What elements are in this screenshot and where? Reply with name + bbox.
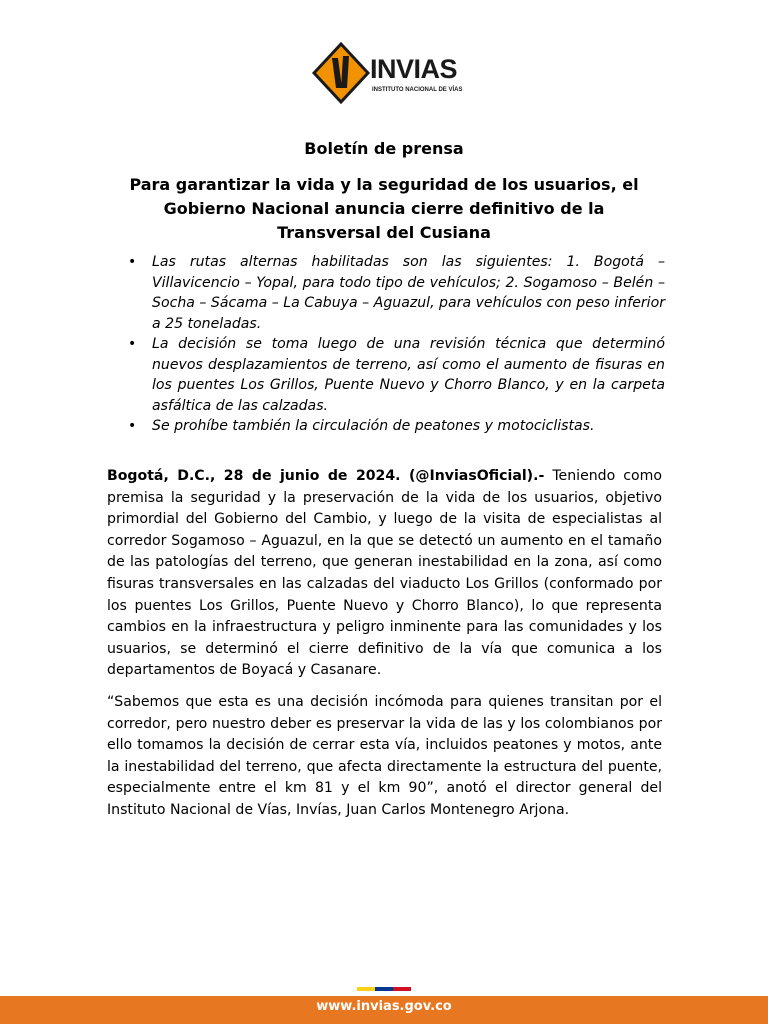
bullet-text: La decisión se toma luego de una revisión técnica que determinó nuevos desplazamientos de terreno, así como el aumento de fisuras en los puentes Los Grillos, Puente Nuevo y Chorro Blanco, y en la carpeta asfáltica de las calzadas. xyxy=(152,336,665,414)
logo-name: INVIAS xyxy=(370,54,458,84)
paragraph xyxy=(107,466,662,682)
road-sign-icon xyxy=(312,42,370,104)
headline xyxy=(100,173,668,245)
flag-red xyxy=(393,987,411,991)
headline-line: Para garantizar la vida y la seguridad de los usuarios, el xyxy=(129,175,639,194)
invias-logo xyxy=(312,42,462,104)
bullet-icon: • xyxy=(128,254,137,270)
summary-bullets xyxy=(110,252,665,437)
paragraph-text: Teniendo como premisa la seguridad y la preservación de la vida de los usuarios, objetivo primordial del Gobierno del Cambio, y luego de la visita de especialistas al corredor Sogamoso – Aguazul, en la que se detectó un aumento en el tamaño de las patologías del terreno, que generan inestabilidad en la zona, así como fisuras transversales en las calzadas del viaducto Los Grillos (conformado por los puentes Los Grillos, Puente Nuevo y Chorro Blanco), lo que representa cambios en la infraestructura y peligro inminente para las comunidades y los usuarios, se determinó el cierre definitivo de la vía que comunica a los departamentos de Boyacá y Casanare. xyxy=(107,468,662,679)
flag-blue xyxy=(375,987,393,991)
colombia-flag-stripe xyxy=(357,987,411,991)
article-body xyxy=(107,466,662,832)
bullet-item xyxy=(110,334,665,416)
flag-yellow xyxy=(357,987,375,991)
bullet-text: Las rutas alternas habilitadas son las siguientes: 1. Bogotá – Villavicencio – Yopal, para todo tipo de vehículos; 2. Sogamoso – Belén – Socha – Sácama – La Cabuya – Aguazul, para vehículos con peso inferior a 25 toneladas. xyxy=(152,254,665,332)
bullet-text: Se prohíbe también la circulación de peatones y motociclistas. xyxy=(152,418,595,434)
bullet-icon: • xyxy=(128,418,137,434)
bullet-icon: • xyxy=(128,336,137,352)
headline-line: Transversal del Cusiana xyxy=(277,223,491,242)
dateline: Bogotá, D.C., 28 de junio de 2024. (@InviasOficial).- xyxy=(107,468,545,484)
logo-subtitle: INSTITUTO NACIONAL DE VÍAS xyxy=(372,87,463,93)
bullet-item xyxy=(110,252,665,334)
press-release-label: Boletín de prensa xyxy=(304,139,464,158)
bullet-item xyxy=(110,416,665,437)
paragraph: “Sabemos que esta es una decisión incómoda para quienes transitan por el corredor, pero nuestro deber es preservar la vida de las y los colombianos por ello tomamos la decisión de cerrar esta vía, incluidos peatones y motos, ante la inestabilidad del terreno, que afecta directamente la estructura del puente, especialmente entre el km 81 y el km 90”, anotó el director general del Instituto Nacional de Vías, Invías, Juan Carlos Montenegro Arjona. xyxy=(107,693,662,818)
website-link[interactable]: www.invias.gov.co xyxy=(316,999,452,1014)
headline-line: Gobierno Nacional anuncia cierre definitivo de la xyxy=(163,199,605,218)
